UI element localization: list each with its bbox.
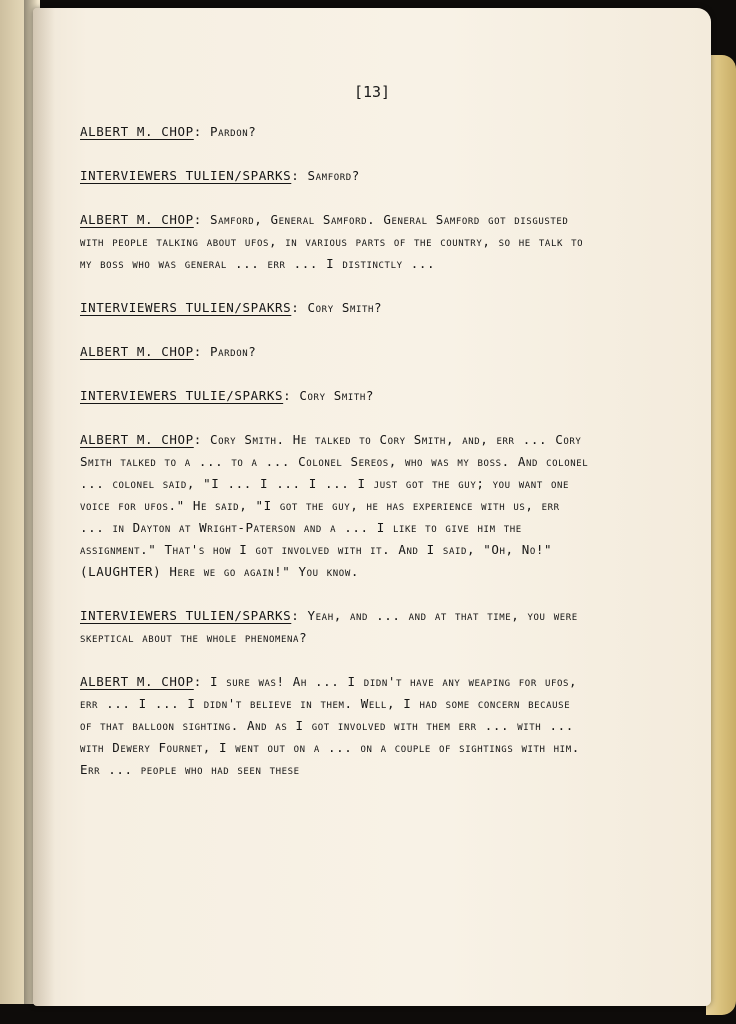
gutter-shade (33, 8, 55, 1006)
speaker-name: ALBERT M. CHOP (80, 674, 194, 689)
transcript-entry (80, 671, 590, 781)
speech-text: : I sure was! Ah ... I didn't have any weaping for ufos, err ... I ... I didn't believe in them. Well, I had some concern because of that balloon sighting. And as I got involved with them err ... with ... with Dewery Fournet, I went out on a ... on a couple of sightings with him. Err ... people who had seen these (80, 674, 580, 777)
speaker-name: ALBERT M. CHOP (80, 212, 194, 227)
speech-text: : Pardon? (193, 344, 257, 359)
transcript-entry (80, 385, 590, 407)
speaker-name: INTERVIEWERS TULIEN/SPARKS (80, 168, 292, 183)
transcript-entry (80, 209, 590, 275)
transcript-entry (80, 121, 590, 143)
speaker-name: ALBERT M. CHOP (80, 432, 194, 447)
speech-text: : Cory Smith. He talked to Cory Smith, and, err ... Cory Smith talked to a ... to a ... Colonel Sereos, who was my boss. And colonel ... colonel said, "I ... I ... I ... I just got the guy; you want one voice for ufos." He said, "I got the guy, he has experience with us, err ... in Dayton at Wright-Paterson and a ... I like to give him the assignment." That's how I got involved with it. And I said, "Oh, No!" (LAUGHTER) Here we go again!" You know. (80, 432, 589, 579)
speech-text: : Pardon? (193, 124, 257, 139)
transcript-entry (80, 165, 590, 187)
speaker-name: INTERVIEWERS TULIEN/SPARKS (80, 608, 292, 623)
transcript-body (80, 121, 590, 803)
transcript-entry (80, 297, 590, 319)
speech-text: : Cory Smith? (283, 388, 375, 403)
speaker-name: INTERVIEWERS TULIEN/SPAKRS (80, 300, 292, 315)
transcript-entry (80, 341, 590, 363)
page-number: [13] (353, 83, 391, 101)
transcript-entry (80, 429, 590, 583)
transcript-entry (80, 605, 590, 649)
speech-text: : Samford, General Samford. General Samford got disgusted with people talking about ufos, in various parts of the country, so he talk to my boss who was general ... err ... I distinctly ... (80, 212, 584, 271)
speaker-name: ALBERT M. CHOP (80, 124, 194, 139)
speaker-name: ALBERT M. CHOP (80, 344, 194, 359)
speech-text: : Cory Smith? (291, 300, 383, 315)
speaker-name: INTERVIEWERS TULIE/SPARKS (80, 388, 284, 403)
book-page (33, 8, 711, 1006)
speech-text: : Yeah, and ... and at that time, you were skeptical about the whole phenomena? (80, 608, 578, 645)
speech-text: : Samford? (291, 168, 360, 183)
